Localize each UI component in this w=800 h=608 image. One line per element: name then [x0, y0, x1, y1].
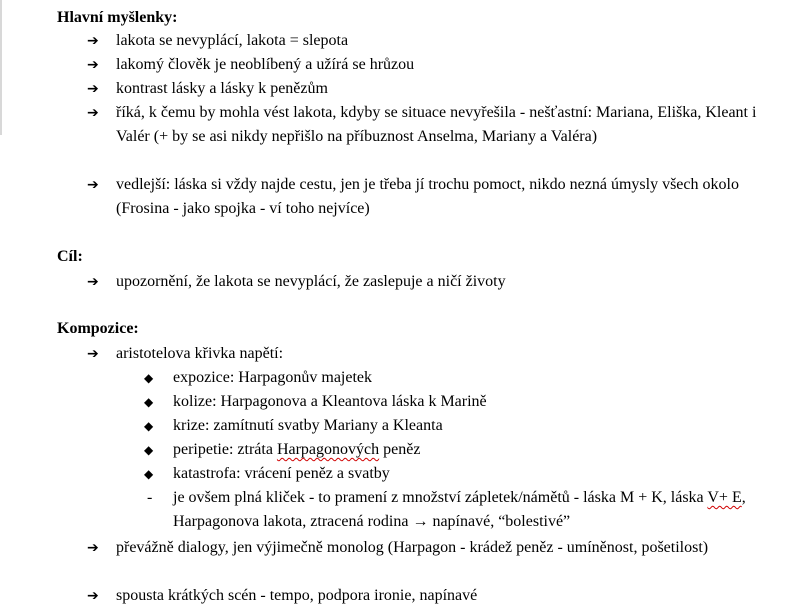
list-item-text: upozornění, že lakota se nevyplácí, že zaslepuje a ničí životy: [116, 273, 506, 290]
spellcheck-flagged-word: V+ E: [707, 489, 742, 506]
arrow-icon: ➔: [87, 33, 99, 49]
sub-list-item-text: je ovšem plná kliček - to pramení z množství zápletek/námětů - láska M + K, láska V+ E, Harpagonova lakota, ztracená rodina → napínavé, “bolestivé”: [173, 489, 746, 530]
sub-list-item: [147, 486, 783, 534]
spellcheck-flagged-word: Harpagonových: [276, 441, 380, 458]
diamond-bullet-icon: ◆: [144, 443, 154, 457]
diamond-bullet-icon: ◆: [144, 467, 154, 481]
dash-bullet-icon: -: [147, 489, 153, 506]
list-item: [87, 270, 766, 294]
list-item: [87, 53, 766, 77]
list-item-text: lakota se nevyplácí, lakota = slepota: [116, 32, 349, 49]
list-item: [87, 584, 766, 608]
list-item-text: spousta krátkých scén - tempo, podpora ironie, napínavé: [116, 587, 478, 604]
arrow-icon: ➔: [87, 57, 99, 73]
list-item-text: vedlejší: láska si vždy najde cestu, jen je třeba jí trochu pomoct, nikdo nezná úmysly všech okolo (Frosina - jako spojka - ví toho nejvíce): [116, 176, 739, 217]
page-left-edge: [0, 0, 2, 135]
list-item: [87, 77, 766, 101]
arrow-icon: ➔: [87, 588, 99, 604]
list-item: [87, 29, 766, 53]
sub-list-item: [144, 414, 773, 438]
list-item-text: lakomý člověk je neoblíbený a užírá se hrůzou: [116, 56, 415, 73]
sub-list-item: [144, 366, 773, 390]
diamond-bullet-icon: ◆: [144, 371, 154, 385]
sub-list-item-text: kolize: Harpagonova a Kleantova láska k Marině: [173, 393, 487, 410]
arrow-icon: ➔: [87, 274, 99, 290]
list-item: [87, 173, 766, 221]
sub-list-item: [144, 462, 773, 486]
list-item-text: kontrast lásky a lásky k penězům: [116, 80, 328, 97]
list-item: [87, 536, 766, 560]
sub-list-item-text: krize: zamítnutí svatby Mariany a Kleanta: [173, 417, 443, 434]
arrow-icon: ➔: [87, 105, 99, 121]
list-item: [87, 101, 766, 149]
sub-list-item: [144, 438, 773, 462]
diamond-bullet-icon: ◆: [144, 419, 154, 433]
list-item-text: převážně dialogy, jen výjimečně monolog (Harpagon - krádež peněz - umíněnost, pošetilost): [116, 539, 709, 556]
sub-list-item: [144, 390, 773, 414]
arrow-icon: ➔: [87, 177, 99, 193]
sub-list-item-text: expozice: Harpagonův majetek: [173, 369, 373, 386]
list-item: [87, 342, 766, 366]
list-item-text: říká, k čemu by mohla vést lakota, kdyby se situace nevyřešila - nešťastní: Mariana, Eliška, Kleant i Valér (+ by se asi nikdy nepřišlo na příbuznost Anselma, Mariany a Valéra): [116, 104, 757, 145]
sub-list-item-text: peripetie: ztráta Harpagonových peněz: [173, 441, 421, 458]
sub-list-item-text: katastrofa: vrácení peněz a svatby: [173, 465, 390, 482]
arrow-icon: ➔: [87, 81, 99, 97]
heading-goal: Cíl:: [57, 248, 83, 265]
heading-composition: Kompozice:: [57, 320, 139, 337]
arrow-icon: ➔: [87, 540, 99, 556]
heading-main-ideas: Hlavní myšlenky:: [57, 9, 178, 26]
arrow-icon: ➔: [87, 346, 99, 362]
list-item-text: aristotelova křivka napětí:: [116, 345, 284, 362]
diamond-bullet-icon: ◆: [144, 395, 154, 409]
